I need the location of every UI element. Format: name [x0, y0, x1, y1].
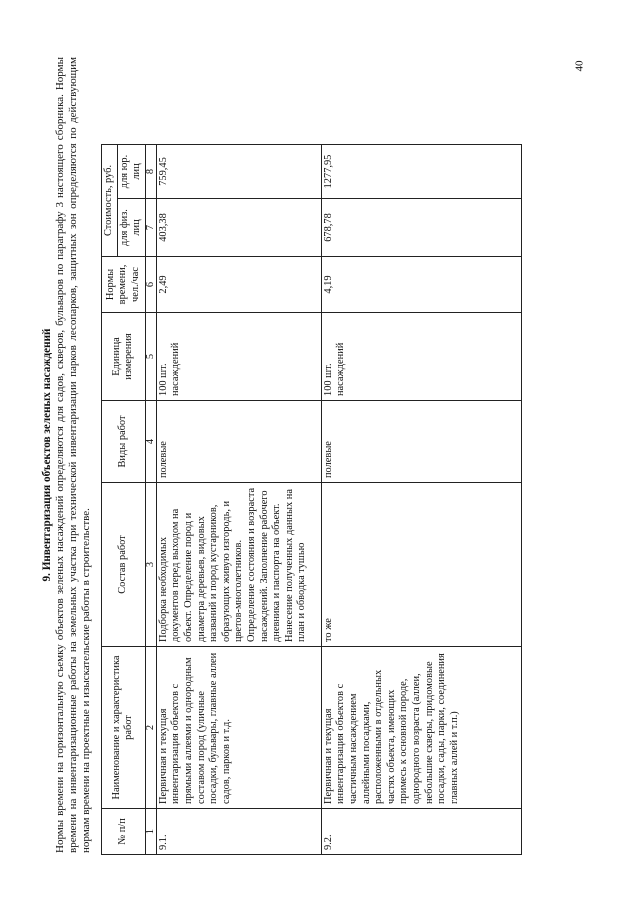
rotated-page-content: [40, 55, 525, 855]
header-composition: Состав работ: [102, 483, 146, 647]
header-cost: Стоимость, руб.: [102, 144, 118, 256]
header-cost-phys: для физ. лиц: [117, 199, 145, 257]
row-norm: 4,19: [321, 257, 521, 313]
column-number: 2: [145, 647, 156, 809]
table-header-row: [102, 54, 118, 854]
norms-table: [101, 54, 522, 855]
row-unit: 100 шт. насаждений: [156, 313, 321, 401]
row-cost-jur: 1277,95: [321, 144, 521, 198]
section-title: 9. Инвентаризация объектов зеленых насаждений: [41, 328, 53, 582]
header-work-type: Виды работ: [102, 401, 146, 483]
row-cost-phys: 678,78: [321, 199, 521, 257]
column-number: 5: [145, 313, 156, 401]
row-work-type: полевые: [321, 401, 521, 483]
header-unit: Единица измерения: [102, 313, 146, 401]
table-spacer: [102, 54, 522, 144]
table-row: [156, 54, 321, 854]
header-cost-jur: для юр. лиц: [117, 144, 145, 198]
row-work-type: полевые: [156, 401, 321, 483]
row-cost-phys: 403,38: [156, 199, 321, 257]
column-number: 3: [145, 483, 156, 647]
column-number: 7: [145, 199, 156, 257]
column-number: 8: [145, 144, 156, 198]
header-name: Наименование и характеристика работ: [102, 647, 146, 809]
row-cost-jur: 759,45: [156, 144, 321, 198]
column-numbers-row: [145, 54, 156, 854]
row-composition: Подборка необходимых документов перед выходом на объект. Определение пород и диаметра деревьев, видовых названий и пород кустарников, образующих живую изгородь, и цветов-многолетников. Определение состояния и возраста насаждений. Заполнение рабочего дневника и паспорта на объект. Нанесение полученных данных на план и обводка тушью: [156, 483, 321, 647]
column-number: 1: [145, 809, 156, 855]
row-num: 9.1.: [156, 809, 321, 855]
page-number: 40: [573, 60, 586, 72]
column-number: 6: [145, 257, 156, 313]
section-intro: Нормы времени на горизонтальную съемку объектов зеленых насаждений определяются для садов, скверов, бульваров по параграфу 3 настоящего сборника. Нормы времени на инвентаризационные работы на земельных участка при технической инвентаризации парков лесопарков, защитных зон определяются по действующим нормам времени на проектные и изыскательские работы в строительстве.: [54, 57, 92, 853]
row-num: 9.2.: [321, 809, 521, 855]
header-num: № п/п: [102, 809, 146, 855]
row-composition: то же: [321, 483, 521, 647]
row-name: Первичная и текущая инвентаризация объектов с частичным насаждением аллейными посадками, расположенными в отдельных частях объекта, имеющих примесь к основной породе, однородного возраста (аллеи, небольшие скверы, придомовые посадки, сады, парки, соединения главных аллей и т.п.): [321, 647, 521, 809]
column-number: 4: [145, 401, 156, 483]
row-name: Первичная и текущая инвентаризация объектов с прямыми аллеями и однородным составом пород (уличные посадки, бульвары, главные аллеи садов, парков и т.д.: [156, 647, 321, 809]
row-unit: 100 шт. насаждений: [321, 313, 521, 401]
header-norm: Нормы времени, чел./час: [102, 257, 146, 313]
table-row: [321, 54, 521, 854]
row-norm: 2,49: [156, 257, 321, 313]
